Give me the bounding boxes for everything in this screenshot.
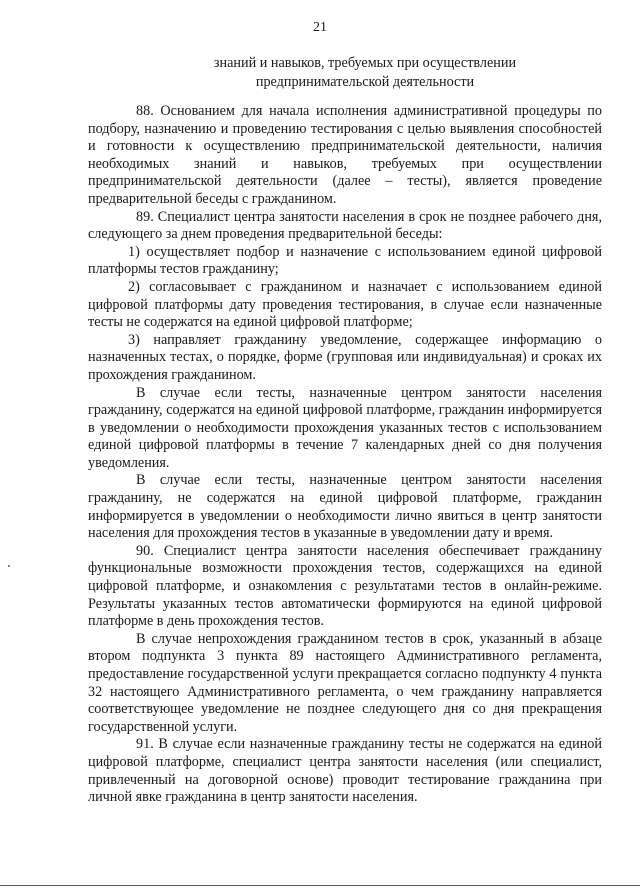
paragraph-89-item-1: 1) осуществляет подбор и назначение с использованием единой цифровой платформы тестов гражданину;: [88, 243, 602, 278]
heading-line-1: знаний и навыков, требуемых при осуществлении: [213, 55, 517, 71]
paragraph-88: 88. Основанием для начала исполнения административной процедуры по подбору, назначению и проведению тестирования с целью выявления способностей и готовности к осуществлению предпринимательской деятельности, наличия необходимых знаний и навыков, требуемых при осуществлении предпринимательской деятельности (далее – тесты), является проведение предварительной беседы с гражданином.: [88, 103, 602, 207]
paragraph-90: 90. Специалист центра занятости населения обеспечивает гражданину функциональные возможности прохождения тестов, содержащихся на единой цифровой платформе, и ознакомления с результатами тестов в онлайн-режиме. Результаты указанных тестов автоматически формируются на единой цифровой платформе в день прохождения тестов.: [88, 542, 602, 630]
page-bottom-edge: [0, 885, 640, 886]
paragraph-89: 89. Специалист центра занятости населения в срок не позднее рабочего дня, следующего за днем проведения предварительной беседы:: [88, 208, 602, 243]
paragraph-89-case-online: В случае если тесты, назначенные центром занятости населения гражданину, содержатся на единой цифровой платформе, гражданин информируется в уведомлении о необходимости прохождения указанных тестов с использованием единой цифровой платформы в течение 7 календарных дней со дня получения уведомления.: [88, 384, 602, 471]
scan-margin-mark: [8, 565, 10, 567]
page-number: 21: [313, 20, 327, 35]
body-text: [88, 103, 602, 807]
paragraph-91: 91. В случае если назначенные гражданину тесты не содержатся на единой цифровой платформе, специалист центра занятости населения (или специалист, привлеченный на договорной основе) проводит тестирование гражданина при личной явке гражданина в центр занятости населения.: [88, 736, 602, 806]
paragraph-90-noncompletion: В случае непрохождения гражданином тестов в срок, указанный в абзаце втором подпункта 3 пункта 89 настоящего Административного регламента, предоставление государственной услуги прекращается согласно подпункту 4 пункта 32 настоящего Административного регламента, о чем гражданину направляется соответствующее уведомление не позднее следующего дня со дня прекращения государственной услуги.: [88, 630, 602, 735]
section-heading: [160, 54, 570, 91]
heading-line-2: предпринимательской деятельности: [255, 73, 475, 90]
paragraph-89-item-2: 2) согласовывает с гражданином и назначает с использованием единой цифровой платформы дату проведения тестирования, в случае если назначенные тесты не содержатся на единой цифровой платформе;: [88, 278, 602, 331]
paragraph-89-item-3: 3) направляет гражданину уведомление, содержащее информацию о назначенных тестах, о порядке, форме (групповая или индивидуальная) и сроках их прохождения гражданином.: [88, 331, 602, 383]
paragraph-89-case-offline: В случае если тесты, назначенные центром занятости населения гражданину, не содержатся на единой цифровой платформе, гражданин информируется в уведомлении о необходимости лично явиться в центр занятости населения для прохождения тестов в указанные в уведомлении дату и время.: [88, 472, 602, 542]
